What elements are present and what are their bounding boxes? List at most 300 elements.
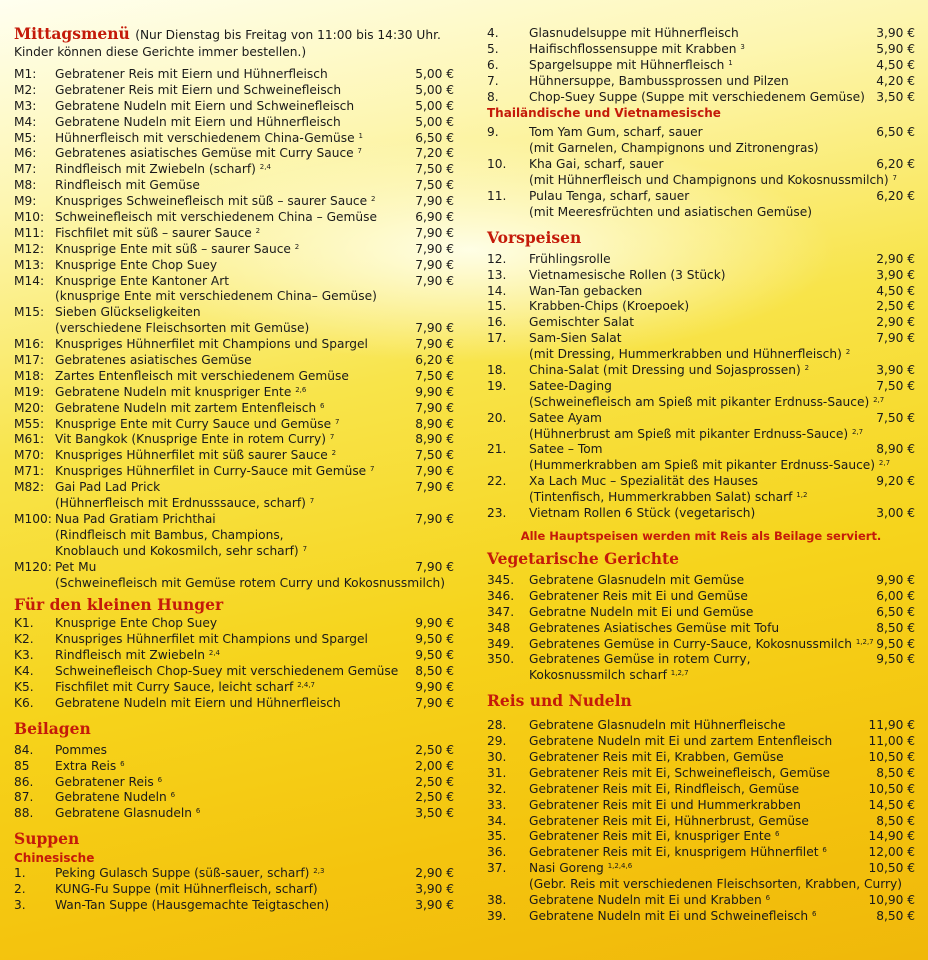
item-name-text: Rindfleisch mit Gemüse <box>55 178 200 193</box>
item-price: 9,90 € <box>415 384 454 399</box>
allergen-sup: 7 <box>302 544 308 553</box>
item-name <box>529 427 863 443</box>
item-number: M82: <box>14 480 45 495</box>
item-name-text: Gebratener Reis mit Ei, knuspriger Ente <box>529 829 772 844</box>
section-title-beilagen: Beilagen <box>14 718 91 738</box>
menu-item <box>487 589 915 605</box>
item-number: M5: <box>14 130 37 145</box>
item-name <box>529 411 602 427</box>
menu-item <box>14 528 454 544</box>
item-name <box>529 42 745 58</box>
menu-item <box>487 157 915 173</box>
menu-item <box>487 379 915 395</box>
item-name-text: China-Salat (mit Dressing und Sojasprossen) <box>529 363 801 378</box>
item-number: K6. <box>14 695 34 710</box>
menu-item <box>14 146 454 162</box>
item-name-text: Gebratenes Gemüse in rotem Curry, <box>529 652 751 667</box>
item-name <box>529 861 632 877</box>
item-name <box>529 458 890 474</box>
item-name-text: Haifischflossensuppe mit Krabben <box>529 41 737 56</box>
allergen-sup: 6 <box>157 775 163 784</box>
item-number: M19: <box>14 384 45 399</box>
item-price: 6,20 € <box>876 189 915 204</box>
item-price: 8,50 € <box>876 908 915 923</box>
item-name-text: Knuspriges Hühnerfilet mit süß saurer Sauce <box>55 448 328 463</box>
reis-list <box>487 718 915 925</box>
menu-item <box>14 898 454 914</box>
item-price: 8,50 € <box>876 813 915 828</box>
allergen-sup: 2,3 <box>313 867 325 876</box>
item-name <box>529 909 816 925</box>
item-name <box>529 141 819 157</box>
menu-item <box>487 814 915 830</box>
item-number: K2. <box>14 632 34 647</box>
menu-item <box>487 621 915 637</box>
item-price: 6,50 € <box>415 130 454 145</box>
item-number: M9: <box>14 194 37 209</box>
item-name-text: Knuspriges Hühnerfilet in Curry-Sauce mit Gemüse <box>55 464 367 479</box>
menu-item <box>14 544 454 560</box>
item-number: M2: <box>14 82 37 97</box>
item-name <box>55 131 363 147</box>
kleiner-list <box>14 616 454 711</box>
allergen-sup: 2 <box>804 364 810 373</box>
item-name-text: Gebratener Reis mit Eiern und Schweinefleisch <box>55 82 342 97</box>
item-name <box>529 877 902 893</box>
section-title-reis-nudeln: Reis und Nudeln <box>487 691 632 711</box>
item-name-text: Gebratener Reis <box>55 774 154 789</box>
menu-item <box>487 42 915 58</box>
item-number: M55: <box>14 416 45 431</box>
menu-item <box>14 632 454 648</box>
item-number: 345. <box>487 572 515 587</box>
allergen-sup: 7 <box>309 497 315 506</box>
item-price: 7,90 € <box>415 257 454 272</box>
item-number: M100: <box>14 511 52 526</box>
item-name <box>55 226 260 242</box>
item-number: 19. <box>487 378 507 393</box>
allergen-sup: 2,6 <box>295 385 307 394</box>
item-name <box>55 696 341 712</box>
item-name-text: Krabben-Chips (Kroepoek) <box>529 299 690 314</box>
item-name <box>529 829 779 845</box>
item-name <box>55 806 200 822</box>
item-number: 349. <box>487 636 515 651</box>
menu-item <box>487 315 915 331</box>
menu-item <box>14 67 454 83</box>
item-price: 7,50 € <box>415 162 454 177</box>
item-number: 33. <box>487 797 507 812</box>
item-name <box>55 866 324 882</box>
item-price: 6,50 € <box>876 125 915 140</box>
menu-item <box>14 162 454 178</box>
item-price: 14,50 € <box>868 797 915 812</box>
item-price: 7,90 € <box>415 480 454 495</box>
item-name-text: Gebratene Nudeln <box>55 790 167 805</box>
item-name-text: Knusprige Ente mit süß – saurer Sauce <box>55 241 291 256</box>
item-name <box>529 750 784 766</box>
item-name <box>55 775 162 791</box>
item-name <box>529 205 812 221</box>
item-price: 7,90 € <box>415 225 454 240</box>
item-number: 31. <box>487 765 507 780</box>
item-name-text: (Rindfleisch mit Bambus, Champions, <box>55 527 284 542</box>
item-name-text: Fischfilet mit Curry Sauce, leicht scharf <box>55 679 294 694</box>
menu-item <box>487 74 915 90</box>
item-name <box>55 759 125 775</box>
menu-item <box>14 866 454 882</box>
menu-item <box>14 882 454 898</box>
item-name-text: (Tintenfisch, Hummerkrabben Salat) scharf <box>529 490 793 505</box>
item-number: 30. <box>487 749 507 764</box>
item-name-text: Sieben Glückseligkeiten <box>55 305 201 320</box>
item-price: 7,90 € <box>876 331 915 346</box>
item-name <box>529 347 850 363</box>
item-price: 5,00 € <box>415 67 454 81</box>
item-number: M11: <box>14 225 45 240</box>
item-name-text: Schweinefleisch Chop-Suey mit verschiedenem Gemüse <box>55 664 399 679</box>
item-name-text: Zartes Entenfleisch mit verschiedenem Gemüse <box>55 368 349 383</box>
item-name <box>55 99 354 115</box>
item-name-text: (Hühnerbrust am Spieß mit pikanter Erdnuss-Sauce) <box>529 426 849 441</box>
allergen-sup: 6 <box>170 791 176 800</box>
item-number: K5. <box>14 679 34 694</box>
item-number: M120: <box>14 559 52 574</box>
menu-item <box>487 90 915 106</box>
item-name-text: (mit Meeresfrüchten und asiatischen Gemüse) <box>529 204 813 219</box>
item-number: 37. <box>487 861 507 876</box>
menu-item <box>14 743 454 759</box>
menu-item <box>14 480 454 496</box>
item-name <box>55 115 341 131</box>
thai-list <box>487 125 915 220</box>
item-number: 348 <box>487 620 511 635</box>
item-number: 86. <box>14 774 34 789</box>
menu-item <box>14 369 454 385</box>
item-price: 10,50 € <box>868 861 915 876</box>
item-name-text: Satee – Tom <box>529 442 603 457</box>
item-name-text: Gebratener Reis mit Ei, Hühnerbrust, Gemüse <box>529 813 809 828</box>
item-number: 10. <box>487 157 507 172</box>
menu-item <box>14 775 454 791</box>
item-name-text: Fischfilet mit süß – saurer Sauce <box>55 225 252 240</box>
item-price: 7,90 € <box>415 321 454 336</box>
allergen-sup: 6 <box>195 807 201 816</box>
item-name-text: Gebratener Reis mit Ei, Rindfleisch, Gemüse <box>529 781 800 796</box>
menu-item <box>14 401 454 417</box>
item-name <box>529 589 748 605</box>
item-name <box>529 845 827 861</box>
item-price: 11,00 € <box>868 734 915 749</box>
item-number: K3. <box>14 648 34 663</box>
item-name <box>55 67 328 83</box>
item-number: M1: <box>14 67 37 81</box>
item-name-text: Gebratene Nudeln mit Eiern und Hühnerfleisch <box>55 114 341 129</box>
item-name <box>529 490 807 506</box>
item-number: M12: <box>14 241 45 256</box>
item-number: 12. <box>487 251 507 266</box>
item-price: 3,90 € <box>415 882 454 897</box>
item-price: 12,00 € <box>868 845 915 860</box>
menu-item <box>14 696 454 712</box>
item-name <box>529 331 622 347</box>
item-number: 11. <box>487 189 507 204</box>
item-price: 7,90 € <box>415 464 454 479</box>
item-number: 346. <box>487 588 515 603</box>
item-price: 7,20 € <box>415 146 454 161</box>
mittag-title: Mittagsmenü <box>14 24 130 43</box>
menu-item <box>14 680 454 696</box>
section-title-mittagsmenu <box>14 24 454 44</box>
item-price: 6,20 € <box>876 157 915 172</box>
item-name-text: Gebratener Reis mit Eiern und Hühnerfleisch <box>55 67 328 81</box>
menu-item <box>14 131 454 147</box>
item-name-text: Satee Ayam <box>529 410 602 425</box>
item-name <box>529 252 611 268</box>
item-number: 17. <box>487 331 507 346</box>
allergen-sup: 2,4 <box>259 163 271 172</box>
item-number: 34. <box>487 813 507 828</box>
item-name-text: Spargelsuppe mit Hühnerfleisch <box>529 57 725 72</box>
menu-item <box>14 337 454 353</box>
menu-item <box>487 331 915 347</box>
item-name <box>529 605 753 621</box>
item-number: 1. <box>14 866 26 881</box>
allergen-sup: 7 <box>357 147 362 156</box>
item-number: M4: <box>14 114 37 129</box>
item-number: M16: <box>14 337 45 352</box>
item-number: 3. <box>14 897 26 912</box>
item-name-text: Wan-Tan gebacken <box>529 283 643 298</box>
item-name-text: (mit Hühnerfleisch und Champignons und Kokosnussmilch) <box>529 173 889 188</box>
item-price: 3,90 € <box>415 897 454 912</box>
item-name <box>529 734 832 750</box>
menu-item <box>487 893 915 909</box>
allergen-sup: 1,2 <box>796 491 808 500</box>
item-price: 8,90 € <box>876 442 915 457</box>
item-price: 7,90 € <box>415 511 454 526</box>
item-number: M8: <box>14 178 37 193</box>
menu-item <box>487 189 915 205</box>
allergen-sup: 6 <box>320 401 325 410</box>
item-price: 5,90 € <box>876 41 915 56</box>
menu-item <box>14 664 454 680</box>
item-number: 29. <box>487 734 507 749</box>
item-name-text: (mit Dressing, Hummerkrabben und Hühnerfleisch) <box>529 347 842 362</box>
item-number: 5. <box>487 41 499 56</box>
item-number: M70: <box>14 448 45 463</box>
hauptspeisen-note: Alle Hauptspeisen werden mit Reis als Beilage serviert. <box>520 528 882 543</box>
item-name-text: (Hummerkrabben am Spieß mit pikanter Erdnuss-Sauce) <box>529 458 876 473</box>
menu-item <box>14 648 454 664</box>
menu-item <box>487 474 915 490</box>
item-price: 3,90 € <box>876 363 915 378</box>
item-name-text: Hühnerfleisch mit verschiedenem China-Gemüse <box>55 130 355 145</box>
menu-item <box>14 576 454 592</box>
menu-item <box>487 573 915 589</box>
item-name-text: Gebratenes Asiatisches Gemüse mit Tofu <box>529 620 780 635</box>
item-name <box>529 58 733 74</box>
item-price: 2,90 € <box>415 866 454 881</box>
suppen-list <box>14 866 454 914</box>
item-name <box>55 616 217 632</box>
item-price: 7,90 € <box>415 559 454 574</box>
item-price: 9,90 € <box>415 679 454 694</box>
item-name <box>529 474 758 490</box>
item-price: 3,50 € <box>876 89 915 104</box>
item-name <box>529 299 689 315</box>
item-name <box>55 496 314 512</box>
item-price: 7,90 € <box>415 400 454 415</box>
item-name <box>55 401 325 417</box>
left-column <box>14 0 454 914</box>
item-number: 8. <box>487 89 499 104</box>
item-name <box>529 379 612 395</box>
item-price: 8,90 € <box>415 432 454 447</box>
item-name <box>55 162 271 178</box>
item-number: 32. <box>487 781 507 796</box>
allergen-sup: 3 <box>740 42 745 51</box>
item-price: 6,90 € <box>415 210 454 225</box>
item-price: 9,90 € <box>415 616 454 631</box>
allergen-sup: 6 <box>775 830 780 839</box>
item-name <box>55 664 398 680</box>
item-name <box>55 242 299 258</box>
item-price: 2,50 € <box>415 774 454 789</box>
item-name-text: Gebratener Reis mit Ei, knusprigem Hühnerfilet <box>529 845 819 860</box>
menu-item <box>487 637 915 653</box>
item-price: 3,50 € <box>415 806 454 821</box>
item-number: M10: <box>14 210 45 225</box>
allergen-sup: 7 <box>892 174 897 183</box>
item-name-text: Hühnersuppe, Bambussprossen und Pilzen <box>529 73 789 88</box>
menu-item <box>487 829 915 845</box>
item-number: 350. <box>487 652 515 667</box>
menu-item <box>487 718 915 734</box>
item-price: 2,50 € <box>876 299 915 314</box>
menu-item <box>487 26 915 42</box>
item-name <box>529 74 789 90</box>
menu-item <box>14 759 454 775</box>
item-price: 9,50 € <box>415 648 454 663</box>
menu-item <box>487 668 915 684</box>
allergen-sup: 2 <box>371 195 376 204</box>
menu-item <box>487 458 915 474</box>
item-name-text: Knuspriges Schweinefleisch mit süß – saurer Sauce <box>55 194 368 209</box>
item-name-text: Glasnudelsuppe mit Hühnerfleisch <box>529 26 739 40</box>
item-name <box>55 210 377 226</box>
menu-item <box>487 284 915 300</box>
item-name <box>529 798 801 814</box>
item-number: M71: <box>14 464 45 479</box>
item-name <box>55 258 217 274</box>
item-name-text: (Schweinefleisch am Spieß mit pikanter Erdnuss-Sauce) <box>529 394 870 409</box>
item-name-text: Nasi Goreng <box>529 861 604 876</box>
item-number: 21. <box>487 442 507 457</box>
menu-item <box>487 734 915 750</box>
item-name <box>55 369 349 385</box>
item-price: 7,50 € <box>415 448 454 463</box>
menu-item <box>14 274 454 290</box>
item-price: 4,20 € <box>876 73 915 88</box>
menu-item <box>14 115 454 131</box>
menu-item <box>487 363 915 379</box>
item-name <box>55 385 306 401</box>
item-name-text: (Gebr. Reis mit verschiedenen Fleischsorten, Krabben, Curry) <box>529 877 902 892</box>
section-title-vegetarisch: Vegetarische Gerichte <box>487 548 679 568</box>
item-number: 23. <box>487 506 507 521</box>
menu-item <box>14 258 454 274</box>
item-name <box>529 315 634 331</box>
item-name <box>55 337 368 353</box>
item-name <box>529 26 739 42</box>
item-price: 7,90 € <box>415 194 454 209</box>
item-price: 14,90 € <box>868 829 915 844</box>
allergen-sup: 6 <box>120 759 125 768</box>
menu-item <box>487 490 915 506</box>
item-number: 13. <box>487 267 507 282</box>
item-number: 28. <box>487 718 507 733</box>
item-number: 84. <box>14 742 34 757</box>
item-number: 39. <box>487 908 507 923</box>
item-name-text: Knusprige Ente Chop Suey <box>55 616 218 631</box>
item-number: 14. <box>487 283 507 298</box>
item-number: 16. <box>487 315 507 330</box>
menu-item <box>14 178 454 194</box>
item-number: 4. <box>487 26 499 40</box>
item-name-text: Gebratenes Gemüse in Curry-Sauce, Kokosnussmilch <box>529 636 852 651</box>
item-price: 3,00 € <box>876 506 915 521</box>
item-name-text: Gebratene Nudeln mit Ei und Krabben <box>529 892 762 907</box>
menu-item <box>487 173 915 189</box>
allergen-sup: 2,7 <box>873 395 885 404</box>
item-name-text: Gebratener Reis mit Ei, Krabben, Gemüse <box>529 749 784 764</box>
item-name-text: Knusprige Ente mit Curry Sauce und Gemüse <box>55 416 332 431</box>
item-name <box>529 363 809 379</box>
item-number: M7: <box>14 162 37 177</box>
allergen-sup: 2,4 <box>208 649 220 658</box>
item-number: M15: <box>14 305 45 320</box>
item-name <box>55 648 220 664</box>
item-name <box>529 766 830 782</box>
item-name <box>529 573 744 589</box>
item-name-text: Tom Yam Gum, scharf, sauer <box>529 125 703 140</box>
item-name <box>529 284 642 300</box>
item-price: 10,90 € <box>868 892 915 907</box>
mittag-note-2: Kinder können diese Gerichte immer bestellen.) <box>14 45 307 59</box>
item-name <box>55 83 341 99</box>
item-name <box>55 178 200 194</box>
menu-item <box>487 299 915 315</box>
menu-item <box>487 347 915 363</box>
item-name-text: Wan-Tan Suppe (Hausgemachte Teigtaschen) <box>55 897 330 912</box>
item-name-text: (verschiedene Fleischsorten mit Gemüse) <box>55 321 310 336</box>
allergen-sup: 2,7 <box>878 459 891 468</box>
item-name-text: Gebratener Reis mit Ei und Gemüse <box>529 588 748 603</box>
item-name-text: Nua Pad Gratiam Prichthai <box>55 511 216 526</box>
menu-item <box>487 877 915 893</box>
item-number: K4. <box>14 664 34 679</box>
menu-item <box>14 353 454 369</box>
item-name <box>529 173 897 189</box>
item-number: 88. <box>14 806 34 821</box>
item-name <box>55 321 309 337</box>
item-name <box>55 512 216 528</box>
item-number: 18. <box>487 363 507 378</box>
item-name-text: Pulau Tenga, scharf, sauer <box>529 189 690 204</box>
allergen-sup: 1,2,4,6 <box>607 862 633 871</box>
item-name-text: Gebratne Nudeln mit Ei und Gemüse <box>529 604 754 619</box>
